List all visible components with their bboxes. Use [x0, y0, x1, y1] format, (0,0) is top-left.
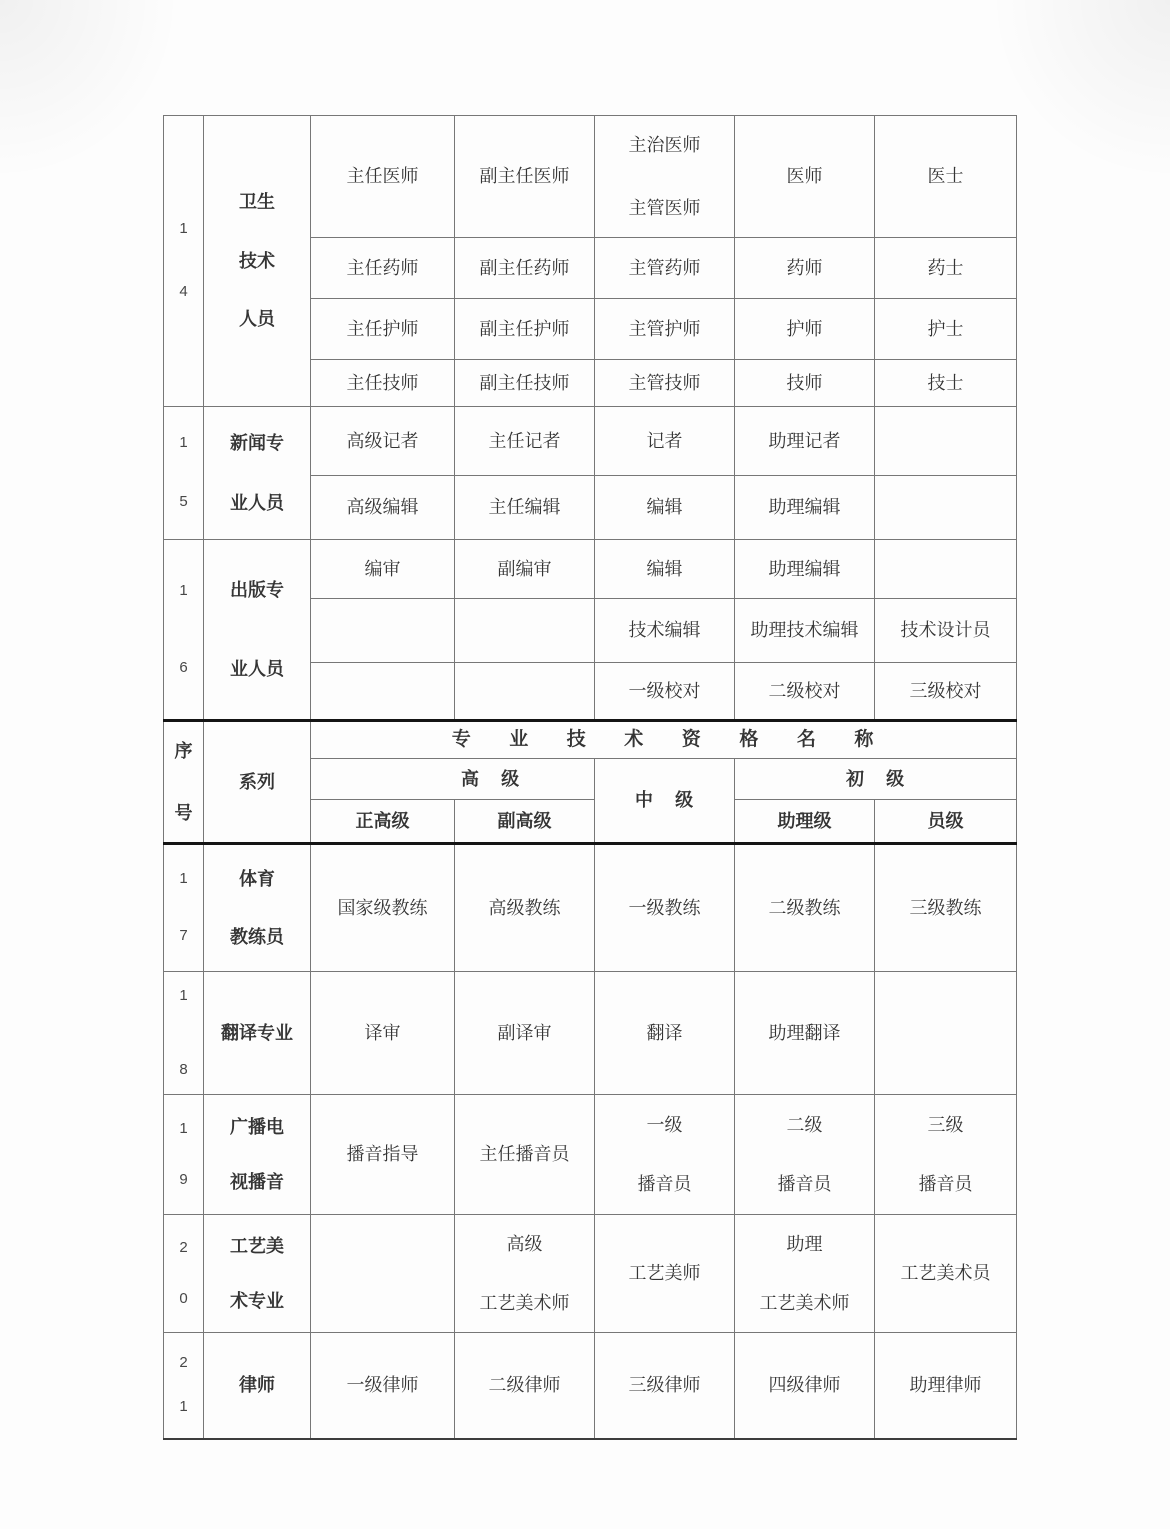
cell-text-line: 护师	[786, 318, 823, 339]
cell-text-line: 编审	[364, 558, 401, 579]
cell-text-line: 主管医师	[628, 197, 701, 218]
cell-text-line: 主任医师	[346, 166, 419, 187]
qualification-cell	[455, 476, 595, 540]
cell-text-line: 记者	[646, 430, 683, 451]
qualification-cell	[595, 540, 735, 599]
cell-text-line: 主任技师	[346, 372, 419, 393]
qualification-cell	[595, 407, 735, 476]
qualification-cell	[311, 407, 455, 476]
cell-text-line: 9	[179, 1170, 188, 1188]
cell-text-line: 技师	[786, 372, 823, 393]
qualification-cell	[595, 1215, 735, 1333]
cell-text-line: 1	[179, 220, 188, 238]
cell-text-line: 1	[179, 434, 188, 452]
cell-text-line: 二级教练	[768, 897, 841, 918]
qualification-cell	[875, 238, 1017, 299]
cell-text-line: 副编审	[497, 558, 552, 579]
table-row	[164, 116, 1017, 238]
qualification-cell	[735, 663, 875, 721]
cell-text-line: 出版专	[230, 580, 284, 600]
cell-text-line: 助理级	[777, 810, 832, 831]
cell-text-line: 副主任技师	[479, 372, 570, 393]
cell-text-line: 助理律师	[909, 1375, 982, 1395]
header-chuji-cell	[735, 759, 1017, 800]
row-index-cell	[164, 116, 204, 407]
table-row	[164, 844, 1017, 972]
cell-text-line: 二级	[786, 1115, 823, 1135]
cell-text-line: 四级律师	[768, 1375, 841, 1395]
qualification-cell	[735, 116, 875, 238]
cell-text-line: 技术编辑	[628, 620, 701, 641]
qualification-cell	[875, 360, 1017, 407]
row-index-cell	[164, 407, 204, 540]
cell-text-line: 一级律师	[346, 1375, 419, 1395]
cell-text-line: 1	[179, 1119, 188, 1137]
cell-text-line: 工艺美术师	[759, 1292, 850, 1313]
cell-text-line: 护士	[927, 318, 964, 339]
qualification-cell	[735, 407, 875, 476]
qualification-cell	[735, 599, 875, 663]
cell-text-line: 一级教练	[628, 897, 701, 918]
cell-text-line: 二级律师	[488, 1375, 561, 1395]
header-zhongji-cell	[595, 759, 735, 844]
header-gaoji-cell	[311, 759, 595, 800]
cell-text-line: 工艺美师	[628, 1263, 701, 1284]
qualification-cell	[735, 844, 875, 972]
cell-text-line: 5	[179, 493, 188, 510]
header-title-cell	[311, 721, 1017, 759]
cell-text-line: 助理	[786, 1234, 823, 1254]
qualification-cell	[595, 844, 735, 972]
cell-text-line: 专 业 技 术 资 格 名 称	[451, 729, 876, 751]
qualification-cell	[455, 116, 595, 238]
qualification-cell	[455, 360, 595, 407]
cell-text-line: 三级教练	[909, 897, 982, 918]
cell-text-line: 医师	[786, 166, 823, 187]
qualification-cell	[311, 299, 455, 360]
cell-text-line: 6	[179, 658, 188, 676]
qualification-cell	[735, 299, 875, 360]
cell-text-line: 副译审	[497, 1022, 552, 1043]
qualification-cell	[875, 599, 1017, 663]
row-index-cell	[164, 1215, 204, 1333]
qualification-cell	[455, 844, 595, 972]
cell-text-line: 教练员	[230, 927, 284, 947]
cell-text-line: 副主任药师	[479, 257, 570, 278]
row-index-cell	[164, 1095, 204, 1215]
cell-text-line: 高级	[506, 1234, 543, 1254]
series-cell	[204, 844, 311, 972]
qualification-cell	[735, 476, 875, 540]
series-cell	[204, 407, 311, 540]
qualification-cell	[455, 1215, 595, 1333]
cell-text-line: 广播电	[230, 1117, 284, 1137]
qualification-cell	[311, 238, 455, 299]
cell-text-line: 中 级	[634, 790, 694, 811]
cell-text-line: 正高级	[355, 810, 410, 831]
qualification-cell	[875, 663, 1017, 721]
table-row	[164, 540, 1017, 599]
empty-cell	[311, 599, 455, 663]
qualification-cell	[735, 972, 875, 1095]
empty-cell	[311, 663, 455, 721]
cell-text-line: 7	[179, 927, 188, 944]
qualification-cell	[875, 1095, 1017, 1215]
cell-text-line: 序	[174, 740, 193, 761]
series-cell	[204, 116, 311, 407]
cell-text-line: 一级校对	[628, 680, 701, 701]
cell-text-line: 译审	[364, 1022, 401, 1043]
qualification-cell	[455, 1095, 595, 1215]
cell-text-line: 主管药师	[628, 257, 701, 278]
cell-text-line: 医士	[927, 166, 964, 187]
cell-text-line: 高级记者	[346, 430, 419, 451]
cell-text-line: 技术设计员	[900, 620, 991, 641]
empty-cell	[875, 972, 1017, 1095]
qualification-cell	[735, 238, 875, 299]
cell-text-line: 高级教练	[488, 897, 561, 918]
header-fugaoji-cell	[455, 800, 595, 844]
cell-text-line: 国家级教练	[337, 897, 428, 918]
qualification-cell	[311, 476, 455, 540]
series-cell	[204, 972, 311, 1095]
header-yuanji-cell	[875, 800, 1017, 844]
cell-text-line: 2	[179, 1353, 188, 1371]
qualification-cell	[875, 1333, 1017, 1439]
qualification-cell	[595, 599, 735, 663]
cell-text-line: 药师	[786, 257, 823, 278]
table-row	[164, 721, 1017, 759]
header-xilie-cell	[204, 721, 311, 844]
cell-text-line: 二级校对	[768, 680, 841, 701]
cell-text-line: 主任药师	[346, 257, 419, 278]
series-cell	[204, 1215, 311, 1333]
qualification-cell	[455, 540, 595, 599]
empty-cell	[875, 407, 1017, 476]
qualification-cell	[875, 299, 1017, 360]
qualification-cell	[595, 360, 735, 407]
qualification-cell	[311, 1095, 455, 1215]
cell-text-line: 体育	[239, 868, 275, 889]
cell-text-line: 人员	[239, 309, 275, 330]
qualification-cell	[875, 844, 1017, 972]
cell-text-line: 副高级	[497, 810, 552, 831]
table-row	[164, 1215, 1017, 1333]
qualification-cell	[735, 360, 875, 407]
qualification-cell	[595, 663, 735, 721]
cell-text-line: 助理技术编辑	[750, 620, 859, 641]
cell-text-line: 技术	[239, 250, 275, 271]
empty-cell	[875, 476, 1017, 540]
cell-text-line: 主任播音员	[479, 1144, 570, 1165]
qualification-cell	[455, 972, 595, 1095]
qualification-cell	[311, 116, 455, 238]
cell-text-line: 副主任护师	[479, 318, 570, 339]
qualification-cell	[595, 476, 735, 540]
cell-text-line: 主管技师	[628, 372, 701, 393]
row-index-cell	[164, 540, 204, 721]
qualification-cell	[311, 972, 455, 1095]
table-row	[164, 1333, 1017, 1439]
cell-text-line: 初 级	[845, 768, 905, 789]
cell-text-line: 播音员	[637, 1173, 692, 1194]
table-row	[164, 972, 1017, 1095]
qualification-cell	[311, 360, 455, 407]
qualification-cell	[735, 1095, 875, 1215]
table-row	[164, 1095, 1017, 1215]
cell-text-line: 业人员	[230, 658, 284, 679]
cell-text-line: 三级律师	[628, 1375, 701, 1395]
cell-text-line: 1	[179, 1398, 188, 1416]
qualification-cell	[455, 238, 595, 299]
series-cell	[204, 1095, 311, 1215]
cell-text-line: 三级	[927, 1115, 964, 1135]
cell-text-line: 播音员	[918, 1173, 973, 1194]
cell-text-line: 主任编辑	[488, 497, 561, 518]
cell-text-line: 翻译专业	[221, 1022, 293, 1043]
cell-text-line: 0	[179, 1289, 188, 1307]
qualification-cell	[735, 540, 875, 599]
qualification-cell	[595, 299, 735, 360]
qualification-cell	[595, 972, 735, 1095]
qualification-cell	[311, 844, 455, 972]
cell-text-line: 术专业	[230, 1290, 284, 1311]
empty-cell	[455, 663, 595, 721]
header-zhenggaoji-cell	[311, 800, 455, 844]
row-index-cell	[164, 1333, 204, 1439]
series-cell	[204, 540, 311, 721]
table-row	[164, 407, 1017, 476]
cell-text-line: 播音员	[777, 1173, 832, 1194]
cell-text-line: 视播音	[230, 1171, 284, 1192]
qualification-cell	[595, 238, 735, 299]
cell-text-line: 4	[179, 283, 188, 300]
qualification-cell	[311, 1333, 455, 1439]
qualification-cell	[595, 1333, 735, 1439]
cell-text-line: 8	[179, 1060, 188, 1078]
series-cell	[204, 1333, 311, 1439]
cell-text-line: 卫生	[239, 192, 275, 213]
cell-text-line: 1	[179, 581, 188, 599]
cell-text-line: 助理记者	[768, 430, 841, 451]
cell-text-line: 高级编辑	[346, 497, 419, 518]
cell-text-line: 药士	[927, 257, 964, 278]
qualification-cell	[735, 1333, 875, 1439]
cell-text-line: 主治医师	[628, 135, 701, 155]
cell-text-line: 主任护师	[346, 318, 419, 339]
qualification-cell	[875, 116, 1017, 238]
cell-text-line: 员级	[927, 810, 964, 831]
cell-text-line: 副主任医师	[479, 166, 570, 187]
qualification-cell	[875, 1215, 1017, 1333]
cell-text-line: 新闻专	[230, 432, 284, 453]
row-index-cell	[164, 972, 204, 1095]
qualification-cell	[735, 1215, 875, 1333]
cell-text-line: 主管护师	[628, 318, 701, 339]
empty-cell	[311, 1215, 455, 1333]
cell-text-line: 一级	[646, 1115, 683, 1135]
cell-text-line: 翻译	[646, 1022, 683, 1043]
cell-text-line: 工艺美术师	[479, 1292, 570, 1313]
qualification-cell	[455, 299, 595, 360]
header-xuhao-cell	[164, 721, 204, 844]
cell-text-line: 编辑	[646, 497, 683, 518]
cell-text-line: 号	[174, 803, 193, 823]
cell-text-line: 主任记者	[488, 430, 561, 451]
cell-text-line: 编辑	[646, 558, 683, 579]
row-index-cell	[164, 844, 204, 972]
cell-text-line: 助理翻译	[768, 1022, 841, 1043]
cell-text-line: 1	[179, 986, 188, 1004]
cell-text-line: 播音指导	[346, 1144, 419, 1165]
cell-text-line: 2	[179, 1238, 188, 1256]
cell-text-line: 高 级	[460, 768, 520, 789]
header-zhuliji-cell	[735, 800, 875, 844]
table-body	[164, 116, 1017, 1439]
qualification-cell	[311, 540, 455, 599]
cell-text-line: 助理编辑	[768, 497, 841, 518]
qualification-cell	[455, 1333, 595, 1439]
cell-text-line: 工艺美术员	[900, 1263, 991, 1284]
cell-text-line: 律师	[239, 1375, 275, 1395]
qualification-cell	[455, 407, 595, 476]
qualification-cell	[595, 116, 735, 238]
cell-text-line: 1	[179, 870, 188, 888]
cell-text-line: 系列	[239, 771, 275, 792]
empty-cell	[875, 540, 1017, 599]
cell-text-line: 工艺美	[230, 1236, 284, 1256]
cell-text-line: 三级校对	[909, 680, 982, 701]
cell-text-line: 助理编辑	[768, 558, 841, 579]
cell-text-line: 技士	[927, 372, 964, 393]
cell-text-line: 业人员	[230, 493, 284, 513]
qualification-table	[163, 115, 1017, 1440]
empty-cell	[455, 599, 595, 663]
qualification-cell	[595, 1095, 735, 1215]
